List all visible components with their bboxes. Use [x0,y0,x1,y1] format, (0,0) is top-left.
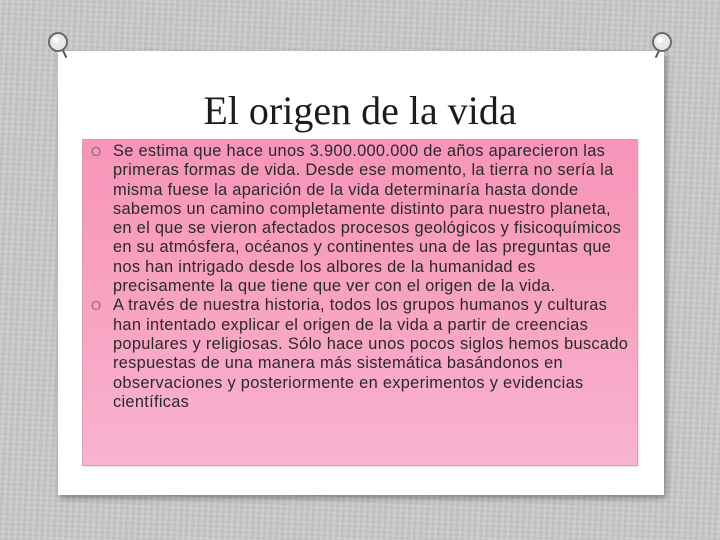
bullet-list [91,142,629,412]
bullet-text: A través de nuestra historia, todos los grupos humanos y culturas han intentado explicar el origen de la vida a partir de creencias populares y religiosas. Sólo hace unos pocos siglos hemos buscado respuestas de una manera más sistemática basándonos en observaciones y posteriormente en experimentos y evidencias científicas [113,296,629,411]
left-pushpin-icon [46,30,76,60]
bullet-circle-icon: O [91,298,102,314]
content-box [82,139,638,466]
bullet-item [91,142,629,296]
bullet-circle-icon: O [91,144,102,159]
bullet-text: Se estima que hace unos 3.900.000.000 de años aparecieron las primeras formas de vida. Desde ese momento, la tierra no sería la misma fuese la aparición de la vida determinaría hasta donde sabemos un camino completamente distinto para nuestro planeta, en el que se vieron afectados procesos geológicos y fisicoquímicos en su atmósfera, océanos y continentes una de las preguntas que nos han intrigado desde los albores de la humanidad es precisamente la que tiene que ver con el origen de la vida. [113,142,622,296]
slide-title: El origen de la vida [203,88,517,133]
right-pushpin-icon [646,30,676,60]
bullet-item [91,296,629,412]
